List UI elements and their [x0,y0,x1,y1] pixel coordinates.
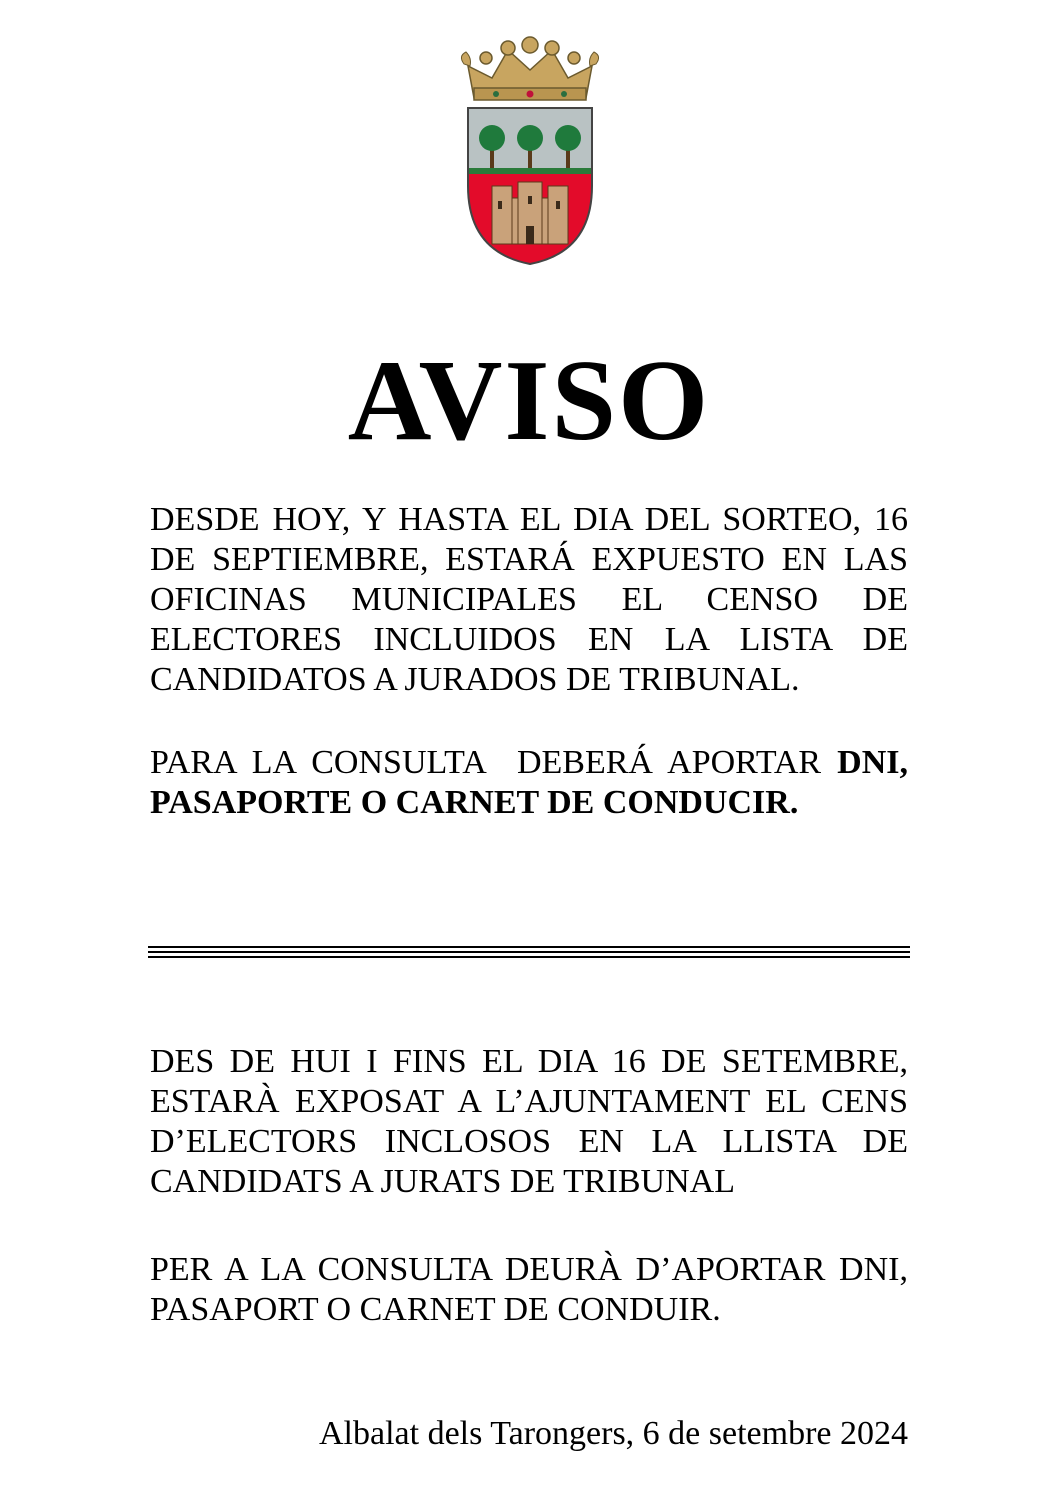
place-and-date: Albalat dels Tarongers, 6 de setembre 2024 [319,1415,908,1452]
spanish-paragraph-1: DESDE HOY, Y HASTA EL DIA DEL SORTEO, 16 DE SEPTIEMBRE, ESTARÁ EXPUESTO EN LAS OFICINAS MUNICIPALES EL CENSO DE ELECTORES INCLUIDOS EN LA LISTA DE CANDIDATOS A JURADOS DE TRIBUNAL. [150,501,908,698]
crown-icon [461,37,598,100]
valencian-paragraph-2: PER A LA CONSULTA DEURÀ D’APORTAR DNI, PASAPORT O CARNET DE CONDUIR. [150,1251,908,1328]
spanish-paragraph-2-documents: DNI, PASAPORTE O CARNET DE CONDUCIR. [150,744,908,821]
notice-title: AVISO [347,337,711,465]
valencian-paragraph-1: DES DE HUI I FINS EL DIA 16 DE SETEMBRE, ESTARÀ EXPOSAT A L’AJUNTAMENT EL CENS D’ELECTORS INCLOSOS EN LA LLISTA DE CANDIDATS A JURATS DE TRIBUNAL [150,1043,908,1200]
section-divider [148,946,910,958]
castle-icon [492,182,568,244]
coat-of-arms-icon [456,36,604,268]
shield-icon [468,108,592,264]
spanish-paragraph-2-intro: PARA LA CONSULTA DEBERÁ APORTAR [150,744,838,781]
coat-of-arms [456,36,604,268]
spanish-paragraph-2 [150,743,908,823]
